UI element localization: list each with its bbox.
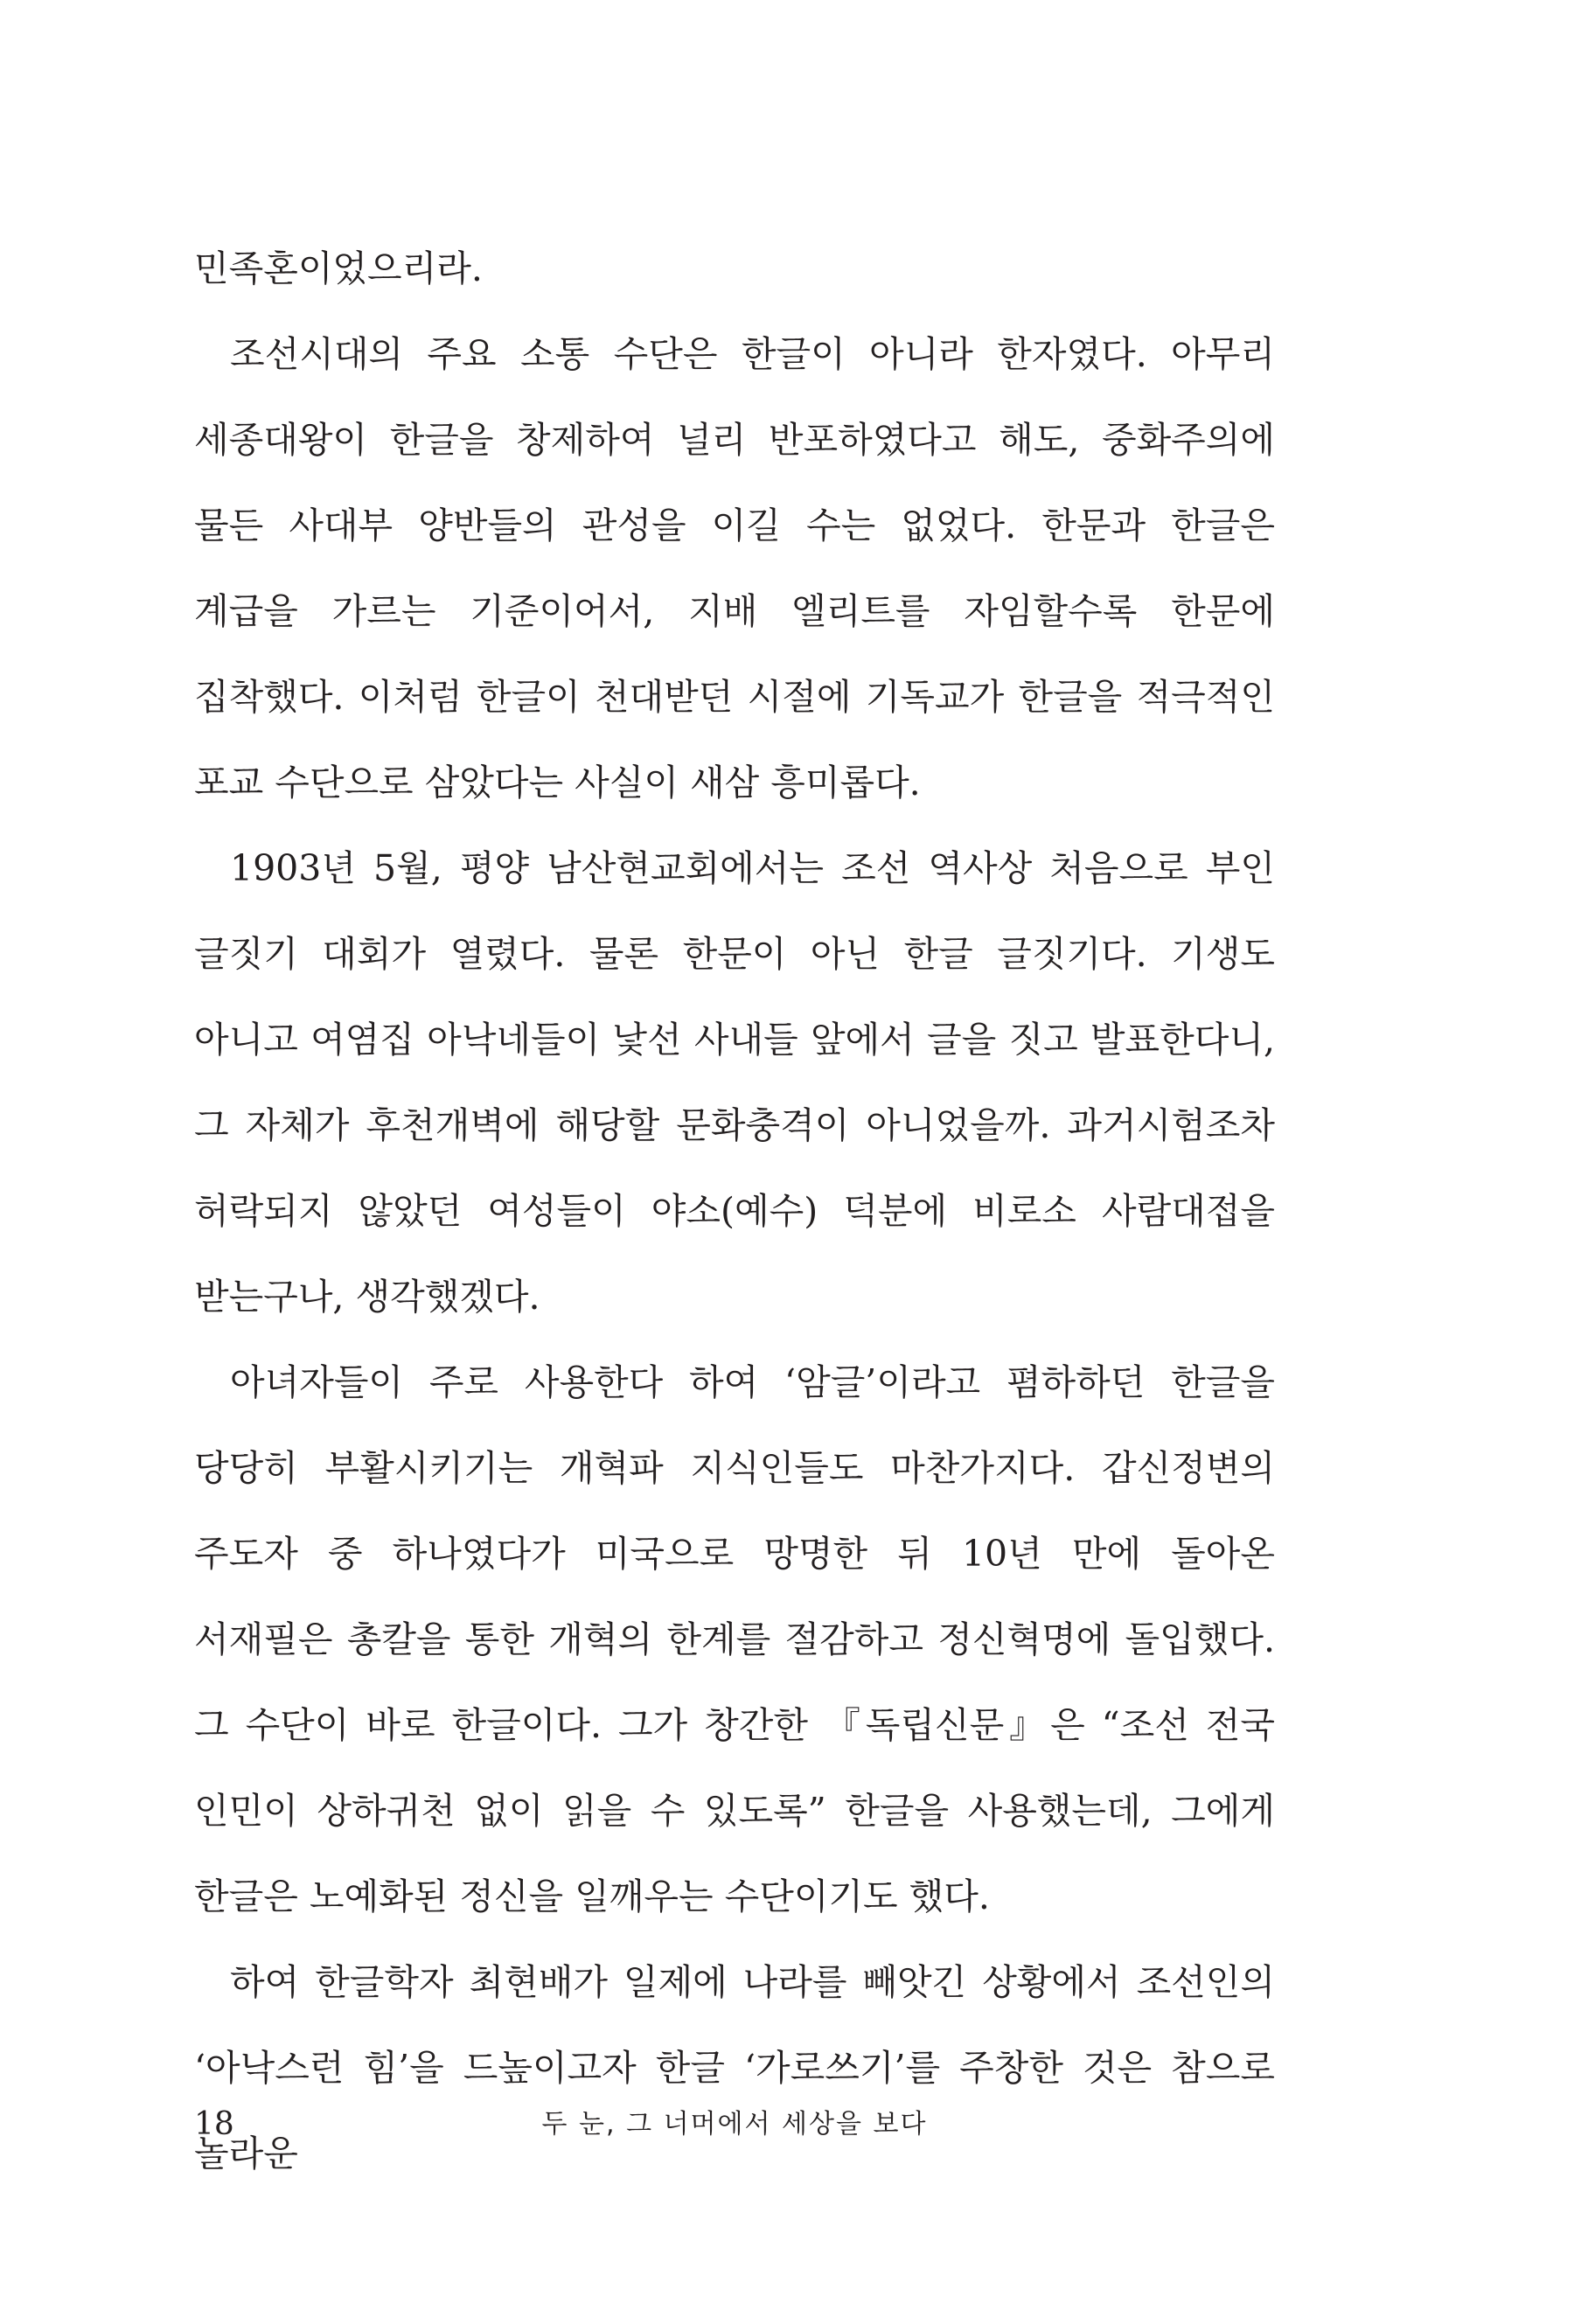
paragraph: 1903년 5월, 평양 남산현교회에서는 조선 역사상 처음으로 부인 글짓기 대회가 열렸다. 물론 한문이 아닌 한글 글짓기다. 기생도 아니고 여염집 아낙네들이 낯선 사내들 앞에서 글을 짓고 발표한다니, 그 자체가 후천개벽에 해당할 문화충격이 아니었을까. 과거시험조차 허락되지 않았던 여성들이 야소(예수) 덕분에 비로소 사람대접을 받는구나, 생각했겠다. bbox=[194, 847, 1275, 1318]
body-text bbox=[194, 226, 1275, 2196]
paragraph-continuation: 민족혼이었으리라. bbox=[194, 247, 483, 289]
page-number: 18 bbox=[194, 2106, 234, 2142]
paragraph: 조선시대의 주요 소통 수단은 한글이 아니라 한자였다. 아무리 세종대왕이 한글을 창제하여 널리 반포하였다고 해도, 중화주의에 물든 사대부 양반들의 관성을 이길 수는 없었다. 한문과 한글은 계급을 가르는 기준이어서, 지배 엘리트를 자임할수록 한문에 집착했다. 이처럼 한글이 천대받던 시절에 기독교가 한글을 적극적인 포교 수단으로 삼았다는 사실이 새삼 흥미롭다. bbox=[194, 333, 1275, 804]
running-title: 두 눈, 그 너머에서 세상을 보다 bbox=[541, 2109, 928, 2140]
page-footer bbox=[194, 2103, 1275, 2147]
paragraph: 하여 한글학자 최현배가 일제에 나라를 빼앗긴 상황에서 조선인의 ‘아낙스런 힘’을 드높이고자 한글 ‘가로쓰기’를 주창한 것은 참으로 놀라운 bbox=[194, 1961, 1275, 2174]
paragraph: 아녀자들이 주로 사용한다 하여 ‘암글’이라고 폄하하던 한글을 당당히 부활시키기는 개혁파 지식인들도 마찬가지다. 갑신정변의 주도자 중 하나였다가 미국으로 망명한 뒤 10년 만에 돌아온 서재필은 총칼을 통한 개혁의 한계를 절감하고 정신혁명에 돌입했다. 그 수단이 바로 한글이다. 그가 창간한 『독립신문』은 “조선 전국 인민이 상하귀천 없이 읽을 수 있도록” 한글을 사용했는데, 그에게 한글은 노예화된 정신을 일깨우는 수단이기도 했다. bbox=[194, 1361, 1275, 1917]
